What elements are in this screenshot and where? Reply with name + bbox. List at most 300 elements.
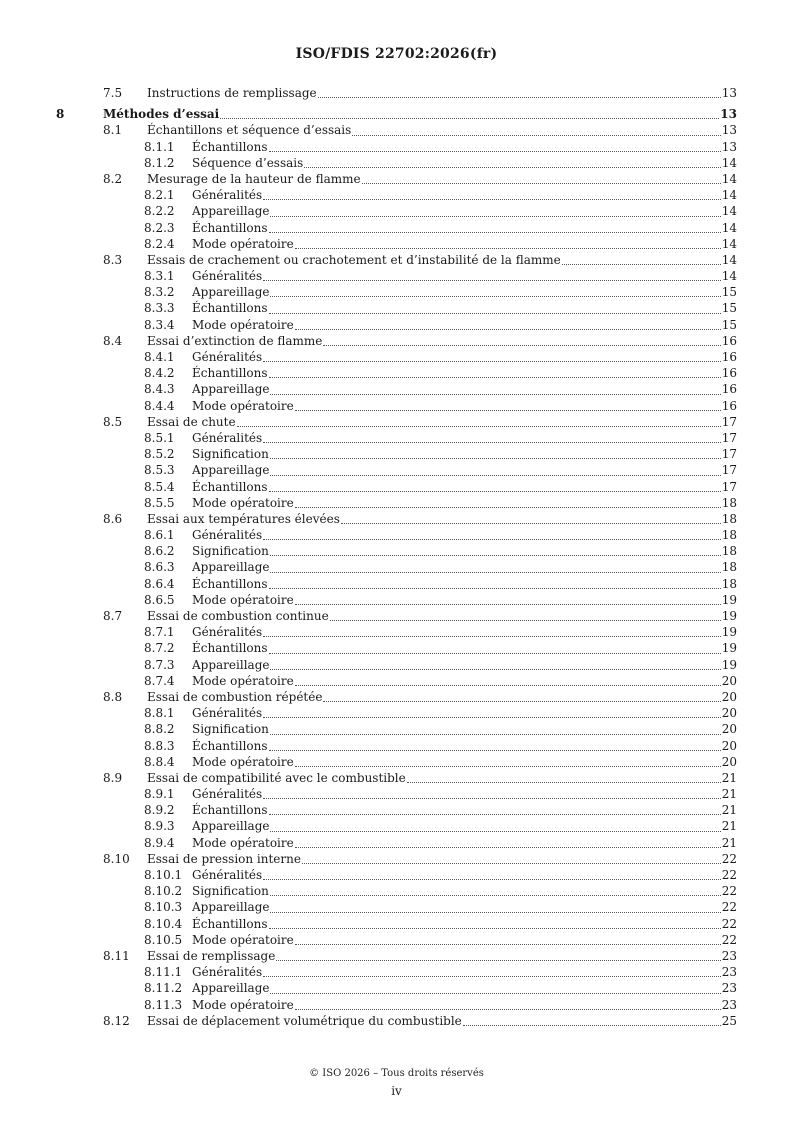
toc-entry[interactable] <box>0 835 793 851</box>
toc-entry[interactable] <box>0 543 793 559</box>
toc-entry-number: 8.6.4 <box>144 576 175 591</box>
toc-entry-number: 8.5 <box>103 414 123 429</box>
page-number: iv <box>391 1084 402 1098</box>
toc-entry[interactable] <box>0 527 793 543</box>
toc-entry-number: 8.5.4 <box>144 479 175 494</box>
toc-entry-line <box>192 754 737 770</box>
toc-entry-number: 8.2.4 <box>144 236 175 251</box>
toc-entry-line <box>192 867 737 883</box>
dot-leader <box>270 296 720 297</box>
toc-entry[interactable] <box>0 657 793 673</box>
toc-entry-line <box>192 932 737 948</box>
toc-entry-line <box>192 479 737 495</box>
toc-entry-page: 22 <box>721 884 737 899</box>
toc-entry-line <box>192 705 737 721</box>
toc-entry-page: 22 <box>721 851 737 866</box>
toc-entry-title: Échantillons <box>192 576 268 591</box>
toc-entry-title: Généralités <box>192 787 263 802</box>
toc-entry-number: 8.5.2 <box>144 447 175 462</box>
dot-leader <box>295 507 721 508</box>
toc-entry-number: 8.5.3 <box>144 463 175 478</box>
toc-entry-page: 18 <box>721 495 737 510</box>
toc-entry-line <box>147 252 737 268</box>
toc-entry[interactable] <box>0 252 793 268</box>
document-header: ISO/FDIS 22702:2026(fr) <box>295 46 498 62</box>
toc-entry-number: 8.7.3 <box>144 657 175 672</box>
dot-leader <box>330 620 721 621</box>
toc-entry-line <box>192 300 737 316</box>
toc-entry-number: 8.11.2 <box>144 981 183 996</box>
toc-entry-number: 8.9.1 <box>144 787 175 802</box>
dot-leader <box>263 798 721 799</box>
dot-leader <box>270 734 721 735</box>
toc-entry-page: 15 <box>721 317 737 332</box>
toc-entry[interactable] <box>0 495 793 511</box>
toc-entry-line <box>192 187 737 203</box>
toc-entry-title: Signification <box>192 447 269 462</box>
toc-entry-page: 18 <box>721 544 737 559</box>
toc-entry-page: 22 <box>721 932 737 947</box>
toc-entry-page: 20 <box>721 673 737 688</box>
toc-entry-line <box>192 284 737 300</box>
toc-entry-line <box>192 916 737 932</box>
toc-entry-number: 8.8 <box>103 689 123 704</box>
table-of-contents <box>0 85 793 1029</box>
toc-entry-title: Essai de déplacement volumétrique du combustible <box>147 1013 462 1028</box>
toc-entry-page: 23 <box>721 965 737 980</box>
toc-entry-page: 20 <box>721 754 737 769</box>
toc-entry[interactable] <box>0 640 793 656</box>
toc-entry-line <box>192 317 737 333</box>
toc-entry-line <box>147 414 737 430</box>
toc-entry[interactable] <box>0 899 793 915</box>
toc-entry-line <box>192 657 737 673</box>
dot-leader <box>270 912 720 913</box>
toc-entry[interactable] <box>0 284 793 300</box>
dot-leader <box>295 766 721 767</box>
toc-entry[interactable] <box>0 948 793 964</box>
toc-entry-title: Généralités <box>192 965 263 980</box>
toc-entry[interactable] <box>0 576 793 592</box>
toc-entry-number: 8.7.4 <box>144 673 175 688</box>
toc-entry-title: Mode opératoire <box>192 236 294 251</box>
toc-entry-number: 8.9.4 <box>144 835 175 850</box>
toc-entry[interactable] <box>0 980 793 996</box>
toc-entry-page: 20 <box>721 722 737 737</box>
dot-leader <box>270 458 721 459</box>
toc-entry-title: Signification <box>192 722 269 737</box>
toc-entry-number: 8.11 <box>103 948 130 963</box>
toc-entry-line <box>192 139 737 155</box>
toc-entry[interactable] <box>0 818 793 834</box>
toc-entry-title: Essai de compatibilité avec le combustible <box>147 770 406 785</box>
toc-entry-number: 8.10.4 <box>144 916 183 931</box>
toc-entry-page: 23 <box>721 997 737 1012</box>
toc-entry-title: Échantillons <box>192 139 268 154</box>
toc-entry-page: 21 <box>721 770 737 785</box>
toc-entry-page: 17 <box>721 463 737 478</box>
toc-entry-number: 8.8.3 <box>144 738 175 753</box>
toc-entry-page: 18 <box>721 528 737 543</box>
toc-entry-title: Essai de combustion continue <box>147 609 329 623</box>
toc-entry[interactable] <box>0 203 793 219</box>
toc-entry[interactable] <box>0 139 793 155</box>
dot-leader <box>269 653 721 654</box>
toc-entry-title: Appareillage <box>192 204 270 219</box>
toc-entry-number: 8.7 <box>103 609 123 623</box>
toc-entry[interactable] <box>0 446 793 462</box>
toc-entry-line <box>192 268 737 284</box>
toc-entry-page: 14 <box>721 269 737 284</box>
dot-leader <box>270 993 720 994</box>
toc-entry[interactable] <box>0 916 793 932</box>
toc-entry-line <box>192 462 737 478</box>
toc-entry[interactable] <box>0 414 793 430</box>
toc-entry-number: 8.8.2 <box>144 722 175 737</box>
toc-entry-page: 15 <box>721 285 737 300</box>
toc-entry-title: Généralités <box>192 868 263 882</box>
toc-entry-title: Mode opératoire <box>192 835 294 850</box>
toc-entry-title: Essais de crachement ou crachotement et d’instabilité de la flamme <box>147 252 561 267</box>
toc-entry-title: Appareillage <box>192 382 270 397</box>
toc-entry-title: Essai de combustion répétée <box>147 689 323 704</box>
toc-entry-number: 8.6.5 <box>144 592 175 607</box>
dot-leader <box>270 669 720 670</box>
toc-entry-line <box>192 495 737 511</box>
toc-entry-number: 8.3.2 <box>144 285 175 300</box>
toc-entry[interactable] <box>0 673 793 689</box>
toc-entry-number: 8.10.3 <box>144 900 183 915</box>
toc-entry[interactable] <box>0 997 793 1013</box>
toc-entry-title: Échantillons <box>192 366 268 381</box>
toc-entry-title: Échantillons <box>192 916 268 931</box>
dot-leader <box>269 151 721 152</box>
toc-entry-number: 8.6.1 <box>144 528 175 543</box>
toc-entry-page: 23 <box>721 948 737 963</box>
toc-entry-title: Séquence d’essais <box>192 155 304 170</box>
toc-entry-page: 21 <box>721 819 737 834</box>
toc-entry-line <box>192 980 737 996</box>
toc-entry-page: 22 <box>721 900 737 915</box>
toc-entry-page: 16 <box>721 333 737 348</box>
toc-entry-page: 14 <box>721 155 737 170</box>
dot-leader <box>352 135 720 136</box>
toc-entry-page: 22 <box>721 868 737 882</box>
toc-entry-number: 8.5.5 <box>144 495 175 510</box>
toc-entry-line <box>192 640 737 656</box>
toc-entry-page: 21 <box>721 787 737 802</box>
dot-leader <box>295 685 721 686</box>
toc-entry-line <box>192 673 737 689</box>
toc-entry-title: Appareillage <box>192 285 270 300</box>
dot-leader <box>302 863 721 864</box>
toc-entry-page: 14 <box>721 252 737 267</box>
toc-entry[interactable] <box>0 171 793 187</box>
toc-entry-number: 8.11.1 <box>144 965 183 980</box>
toc-entry-line <box>147 333 737 349</box>
toc-entry-title: Essai de chute <box>147 414 236 429</box>
toc-entry[interactable] <box>0 511 793 527</box>
toc-entry-line <box>192 381 737 397</box>
dot-leader <box>269 377 721 378</box>
toc-entry-number: 8.6 <box>103 511 123 526</box>
toc-entry-number: 8.9.3 <box>144 819 175 834</box>
dot-leader <box>263 717 721 718</box>
toc-entry-page: 23 <box>721 981 737 996</box>
toc-entry-page: 18 <box>721 576 737 591</box>
toc-entry-title: Essai de pression interne <box>147 851 301 866</box>
dot-leader <box>295 847 721 848</box>
toc-entry-number: 8.3.1 <box>144 269 175 284</box>
toc-entry-page: 25 <box>721 1013 737 1028</box>
toc-entry-page: 21 <box>721 803 737 818</box>
toc-entry-title: Échantillons <box>192 301 268 316</box>
toc-entry[interactable] <box>0 220 793 236</box>
toc-entry-title: Mode opératoire <box>192 398 294 413</box>
dot-leader <box>263 539 721 540</box>
toc-entry-line <box>192 527 737 543</box>
toc-entry-number: 8.6.3 <box>144 560 175 575</box>
toc-entry-page: 19 <box>721 625 737 640</box>
dot-leader <box>270 895 721 896</box>
toc-entry-title: Appareillage <box>192 981 270 996</box>
toc-entry-page: 16 <box>721 398 737 413</box>
toc-entry-page: 14 <box>721 204 737 219</box>
toc-entry-line <box>147 948 737 964</box>
toc-entry-number: 8.1.1 <box>144 139 175 154</box>
toc-entry[interactable] <box>0 106 793 122</box>
toc-entry[interactable] <box>0 333 793 349</box>
toc-entry[interactable] <box>0 349 793 365</box>
toc-entry-page: 18 <box>721 511 737 526</box>
toc-entry-number: 8.2.2 <box>144 204 175 219</box>
toc-entry-page: 14 <box>721 188 737 203</box>
dot-leader <box>318 97 721 98</box>
toc-entry-line <box>192 203 737 219</box>
toc-entry[interactable] <box>0 187 793 203</box>
toc-entry-line <box>192 738 737 754</box>
dot-leader <box>263 199 721 200</box>
toc-entry-title: Généralités <box>192 430 263 445</box>
toc-entry-page: 20 <box>721 689 737 704</box>
toc-entry-page: 13 <box>721 139 737 154</box>
toc-entry-page: 14 <box>721 171 737 186</box>
toc-entry-line <box>192 883 737 899</box>
toc-entry-number: 8.12 <box>103 1013 130 1028</box>
dot-leader <box>270 216 720 217</box>
toc-entry-title: Appareillage <box>192 463 270 478</box>
copyright-footer: © ISO 2026 – Tous droits réservés <box>309 1068 484 1079</box>
toc-entry-page: 17 <box>721 479 737 494</box>
toc-entry-title: Mode opératoire <box>192 997 294 1012</box>
toc-entry[interactable] <box>0 317 793 333</box>
toc-entry-title: Appareillage <box>192 819 270 834</box>
toc-entry-number: 8.9 <box>103 770 123 785</box>
toc-entry-line <box>147 851 737 867</box>
toc-entry-title: Mode opératoire <box>192 754 294 769</box>
dot-leader <box>562 264 721 265</box>
toc-entry-title: Généralités <box>192 706 263 721</box>
toc-entry-page: 15 <box>721 301 737 316</box>
toc-entry-line <box>192 835 737 851</box>
toc-entry-page: 20 <box>721 738 737 753</box>
toc-entry-number: 8.2.3 <box>144 220 175 235</box>
toc-entry-page: 16 <box>721 366 737 381</box>
toc-entry[interactable] <box>0 430 793 446</box>
toc-entry-number: 8.1.2 <box>144 155 175 170</box>
dot-leader <box>270 475 720 476</box>
toc-entry-line <box>192 398 737 414</box>
toc-entry-page: 17 <box>721 447 737 462</box>
toc-entry-number: 8.6.2 <box>144 544 175 559</box>
toc-entry-line <box>192 802 737 818</box>
dot-leader <box>263 879 721 880</box>
toc-entry-number: 8.3 <box>103 252 123 267</box>
toc-entry-number: 8.9.2 <box>144 803 175 818</box>
dot-leader <box>323 345 720 346</box>
toc-entry-number: 8.10.2 <box>144 884 183 899</box>
toc-entry-number: 8.10 <box>103 851 130 866</box>
toc-entry[interactable] <box>0 462 793 478</box>
toc-entry-line <box>147 1013 737 1029</box>
dot-leader <box>463 1025 721 1026</box>
toc-entry[interactable] <box>0 867 793 883</box>
toc-entry-number: 8.10.1 <box>144 868 183 882</box>
toc-entry-page: 14 <box>721 220 737 235</box>
toc-entry-page: 20 <box>721 706 737 721</box>
toc-entry[interactable] <box>0 754 793 770</box>
toc-entry[interactable] <box>0 122 793 138</box>
dot-leader <box>270 555 721 556</box>
toc-entry-line <box>147 171 737 187</box>
toc-entry-title: Échantillons <box>192 641 268 656</box>
toc-entry-page: 21 <box>721 835 737 850</box>
toc-entry[interactable] <box>0 365 793 381</box>
dot-leader <box>295 944 721 945</box>
toc-entry-title: Généralités <box>192 350 263 364</box>
toc-entry[interactable] <box>0 85 793 101</box>
toc-entry-page: 19 <box>721 641 737 656</box>
toc-entry-line <box>192 430 737 446</box>
toc-entry-title: Appareillage <box>192 560 270 575</box>
toc-entry[interactable] <box>0 932 793 948</box>
toc-entry-title: Essai aux températures élevées <box>147 511 340 526</box>
dot-leader <box>269 814 721 815</box>
toc-entry-title: Échantillons <box>192 220 268 235</box>
toc-entry-page: 18 <box>721 560 737 575</box>
toc-entry-number: 7.5 <box>103 86 123 100</box>
dot-leader <box>269 313 721 314</box>
toc-entry[interactable] <box>0 738 793 754</box>
toc-entry[interactable] <box>0 770 793 786</box>
toc-entry-title: Essai d’extinction de flamme <box>147 333 323 348</box>
toc-entry-title: Mode opératoire <box>192 673 294 688</box>
toc-entry-number: 8 <box>56 107 65 122</box>
dot-leader <box>220 118 719 119</box>
toc-entry-number: 8.4.1 <box>144 350 175 364</box>
dot-leader <box>323 701 720 702</box>
toc-entry[interactable] <box>0 592 793 608</box>
dot-leader <box>270 572 720 573</box>
toc-entry-page: 13 <box>720 107 737 122</box>
toc-entry[interactable] <box>0 381 793 397</box>
toc-entry-number: 8.3.3 <box>144 301 175 316</box>
toc-entry-number: 8.8.1 <box>144 706 175 721</box>
toc-entry[interactable] <box>0 721 793 737</box>
toc-entry[interactable] <box>0 624 793 640</box>
toc-entry-number: 8.5.1 <box>144 430 175 445</box>
toc-entry[interactable] <box>0 1013 793 1029</box>
toc-entry-number: 8.8.4 <box>144 754 175 769</box>
toc-entry-title: Mode opératoire <box>192 495 294 510</box>
toc-entry-page: 13 <box>721 123 737 138</box>
toc-entry[interactable] <box>0 398 793 414</box>
dot-leader <box>407 782 721 783</box>
toc-entry[interactable] <box>0 964 793 980</box>
toc-entry-page: 22 <box>721 916 737 931</box>
toc-entry-number: 8.3.4 <box>144 317 175 332</box>
toc-entry[interactable] <box>0 689 793 705</box>
toc-entry-line <box>192 818 737 834</box>
dot-leader <box>269 928 721 929</box>
toc-entry-line <box>192 721 737 737</box>
toc-entry[interactable] <box>0 236 793 252</box>
toc-entry-line <box>192 997 737 1013</box>
dot-leader <box>295 1009 721 1010</box>
dot-leader <box>269 232 721 233</box>
toc-entry-title: Mode opératoire <box>192 592 294 607</box>
toc-entry-title: Mesurage de la hauteur de flamme <box>147 171 361 186</box>
toc-entry[interactable] <box>0 883 793 899</box>
toc-entry-line <box>192 365 737 381</box>
toc-entry[interactable] <box>0 300 793 316</box>
toc-entry[interactable] <box>0 268 793 284</box>
toc-entry-number: 8.4 <box>103 333 123 348</box>
toc-entry-title: Généralités <box>192 625 263 640</box>
toc-entry-number: 8.4.3 <box>144 382 175 397</box>
dot-leader <box>263 361 721 362</box>
toc-entry-title: Échantillons <box>192 803 268 818</box>
dot-leader <box>362 183 721 184</box>
toc-entry[interactable] <box>0 608 793 624</box>
dot-leader <box>341 523 721 524</box>
toc-entry[interactable] <box>0 802 793 818</box>
dot-leader <box>269 491 721 492</box>
toc-entry[interactable] <box>0 155 793 171</box>
toc-entry-line <box>192 236 737 252</box>
toc-entry[interactable] <box>0 786 793 802</box>
toc-entry-page: 17 <box>721 430 737 445</box>
dot-leader <box>295 248 721 249</box>
toc-entry-line <box>192 446 737 462</box>
toc-entry-number: 8.11.3 <box>144 997 183 1012</box>
toc-entry-number: 8.7.2 <box>144 641 175 656</box>
toc-entry[interactable] <box>0 851 793 867</box>
toc-entry-title: Mode opératoire <box>192 317 294 332</box>
toc-entry-title: Signification <box>192 884 269 899</box>
toc-entry-page: 16 <box>721 350 737 364</box>
toc-entry[interactable] <box>0 559 793 575</box>
toc-entry-number: 8.1 <box>103 123 123 138</box>
dot-leader <box>237 426 721 427</box>
toc-entry-page: 19 <box>721 592 737 607</box>
toc-entry[interactable] <box>0 705 793 721</box>
toc-entry[interactable] <box>0 479 793 495</box>
dot-leader <box>295 410 721 411</box>
toc-entry-number: 8.4.4 <box>144 398 175 413</box>
toc-entry-title: Échantillons <box>192 738 268 753</box>
toc-entry-line <box>147 511 737 527</box>
